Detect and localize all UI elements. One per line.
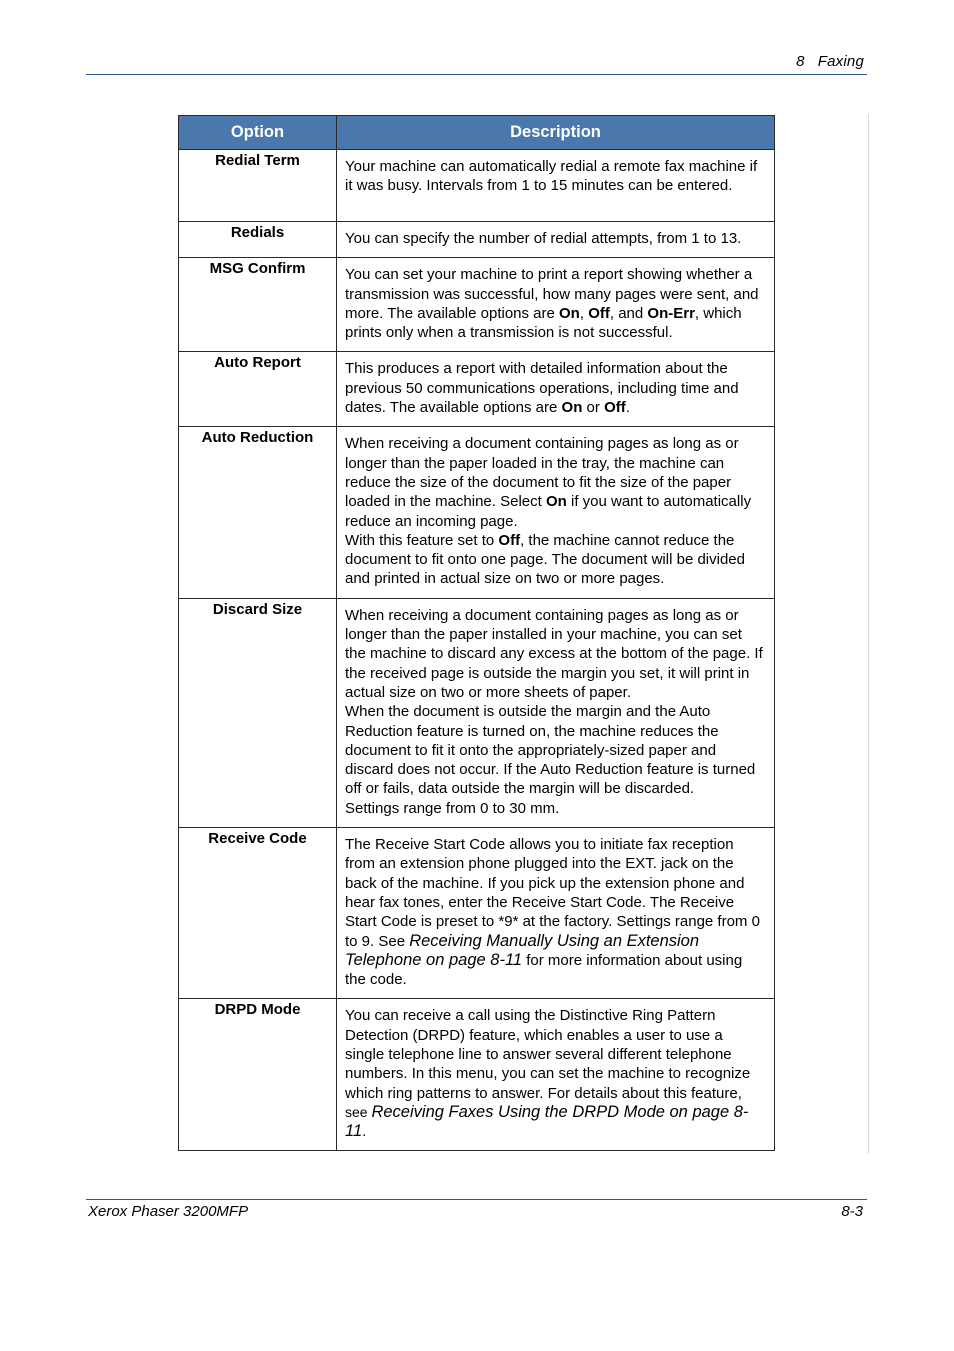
description-text: if you want to automatically reduce an incoming page. (345, 493, 752, 530)
chapter-title: Faxing (817, 53, 864, 70)
table-body (179, 150, 775, 1151)
bold-option-value: On (545, 493, 567, 511)
fax-options-table (178, 115, 775, 1151)
footer-page-number: 8-3 (841, 1203, 863, 1220)
description-text: see (345, 1103, 372, 1120)
description-text: When receiving a document containing pages as long as or longer than the paper installed in your machine, you can set the machine to discard any excess at the bottom of the page. If the received page is outside the margin you set, it will print in actual size on two or more sheets of paper. (345, 606, 763, 701)
cross-reference: Receiving Faxes Using the DRPD Mode on page 8-11 (345, 1102, 749, 1141)
description-text: This produces a report with detailed information about the previous 50 communications operations, including time and dates. The available options are (345, 360, 739, 417)
description-text: , the machine cannot reduce the document to fit onto one page. The document will be divided and printed in actual size on two or more pages. (345, 531, 745, 588)
option-name: Auto Report (179, 352, 337, 427)
option-name: MSG Confirm (179, 258, 337, 352)
option-description (337, 999, 775, 1151)
table-row (179, 828, 775, 999)
table-row (179, 999, 775, 1151)
option-name: Auto Reduction (179, 427, 337, 598)
table-row (179, 598, 775, 827)
table-row (179, 258, 775, 352)
option-name: Redials (179, 222, 337, 258)
bold-option-value: Off (588, 304, 610, 322)
table-row (179, 150, 775, 222)
option-name: Receive Code (179, 828, 337, 999)
option-name: Discard Size (179, 598, 337, 827)
table-row (179, 352, 775, 427)
margin-rule (868, 114, 869, 1154)
description-text: With this feature set to (345, 531, 499, 549)
table-row (179, 427, 775, 598)
bold-option-value: Off (604, 399, 626, 417)
chapter-number: 8 (796, 53, 805, 70)
table-row (179, 222, 775, 258)
table-header-row (179, 116, 775, 150)
description-text: You can specify the number of redial attempts, from 1 to 13. (345, 230, 742, 247)
header-rule (86, 74, 867, 75)
description-text: , and (609, 304, 648, 322)
description-text: for more information about using the code. (345, 951, 743, 989)
option-description (337, 222, 775, 258)
description-text: When receiving a document containing pages as long as or longer than the paper loaded in the tray, the machine can reduce the size of the document to fit the size of the paper loaded in the machine. Select (345, 435, 739, 511)
option-name: DRPD Mode (179, 999, 337, 1151)
description-text: You can set your machine to print a report showing whether a transmission was successful, how many pages were sent, and more. The available options are (345, 266, 759, 322)
option-description (337, 427, 775, 598)
description-text: . (362, 1123, 367, 1141)
description-text: Your machine can automatically redial a remote fax machine if it was busy. Intervals from 1 to 15 minutes can be entered. (345, 158, 758, 195)
description-text: When the document is outside the margin and the Auto Reduction feature is turned on, the machine reduces the document to fit it onto the appropriately-sized paper and discard does not occur. If the Auto Reduction feature is turned off or fails, data outside the margin will be discarded. (345, 703, 756, 798)
footer-rule (86, 1199, 867, 1200)
bold-option-value: Off (498, 531, 521, 549)
description-text: or (582, 399, 605, 417)
bold-option-value: On (561, 399, 583, 417)
bold-option-value: On-Err (647, 304, 695, 322)
description-column-header: Description (337, 116, 775, 150)
option-column-header: Option (179, 116, 337, 150)
running-header (796, 53, 864, 70)
option-description (337, 598, 775, 827)
description-text: . (625, 399, 630, 417)
description-text: , (579, 304, 589, 322)
bold-option-value: On (559, 304, 580, 322)
footer-product-name: Xerox Phaser 3200MFP (88, 1203, 249, 1220)
option-name: Redial Term (179, 150, 337, 222)
description-text: You can receive a call using the Distinctive Ring Pattern Detection (DRPD) feature, which enables a user to use a single telephone line to answer several different telephone numbers. In this menu, you can set the machine to recognize which ring patterns to answer. For details about this feature, (345, 1007, 751, 1102)
description-text: The Receive Start Code allows you to initiate fax reception from an extension phone plugged into the EXT. jack on the back of the machine. If you pick up the extension phone and hear fax tones, enter the Receive Start Code. The Receive Start Code is preset to *9* at the factory. Settings range from 0 to 9. See (345, 836, 760, 950)
option-description (337, 828, 775, 999)
description-text: , which prints only when a transmission is not successful. (345, 304, 742, 342)
option-description (337, 352, 775, 427)
option-description (337, 150, 775, 222)
cross-reference: Receiving Manually Using an Extension Telephone on page 8-11 (345, 931, 700, 969)
description-text: Settings range from 0 to 30 mm. (345, 799, 560, 817)
option-description (337, 258, 775, 352)
